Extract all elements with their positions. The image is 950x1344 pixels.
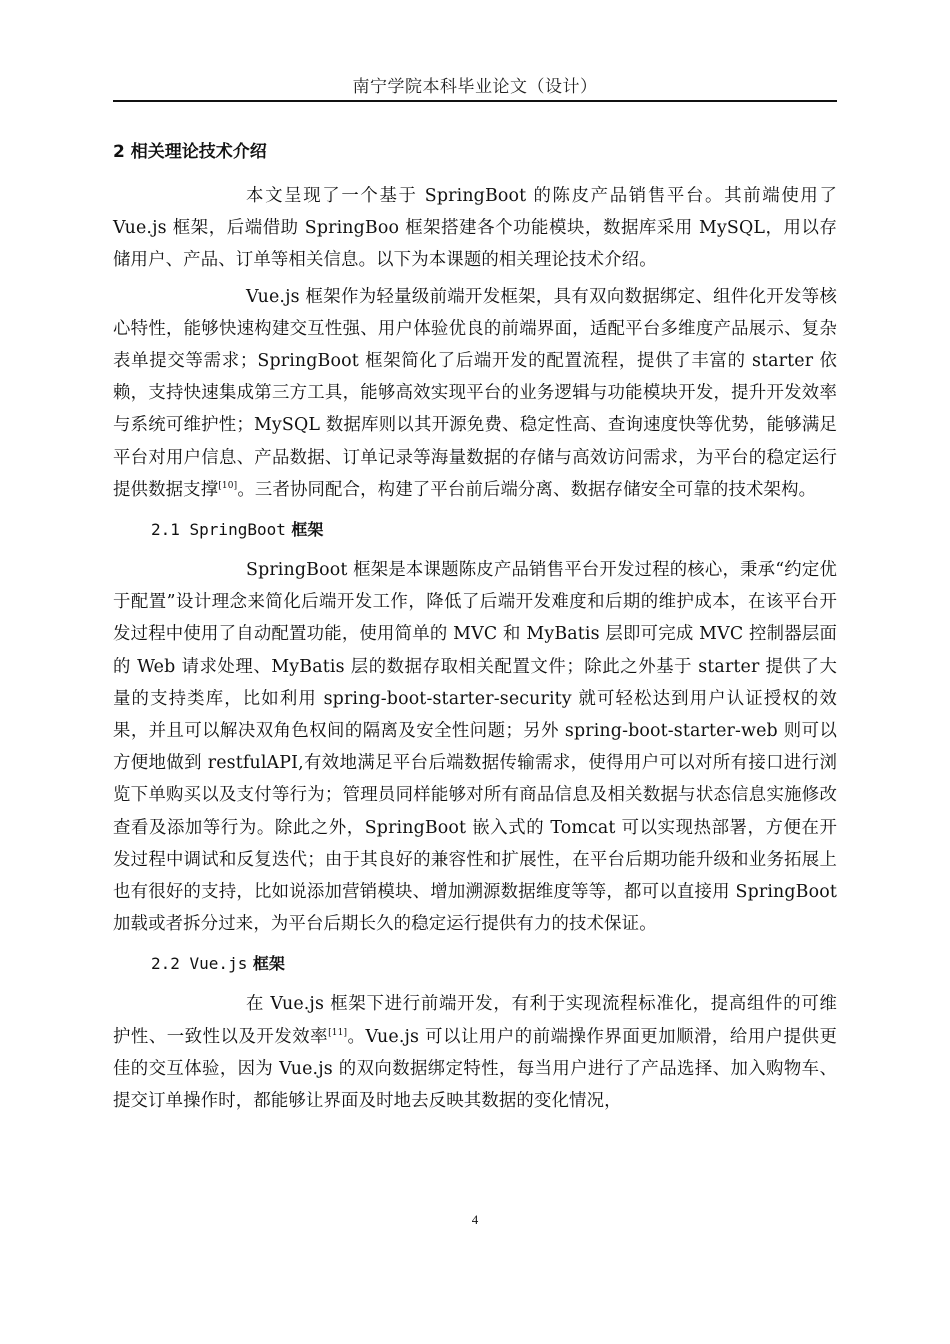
section-2-1-paragraph-1: SpringBoot 框架是本课题陈皮产品销售平台开发过程的核心，秉承“约定优于配置”设计理念来简化后端开发工作，降低了后端开发难度和后期的维护成本，在该平台开发过程中使用了自动配置功能，使用简单的 MVC 和 MyBatis 层即可完成 MVC 控制器层面的 Web 请求处理、MyBatis 层的数据存取相关配置文件；除此之外基于 starter 提供了大量的支持类库，比如利用 spring-boot-starter-security 就可轻松达到用户认证授权的效果，并且可以解决双角色权间的隔离及安全性问题；另外 spring-boot-starter-web 则可以方便地做到 restfulAPI,有效地满足平台后端数据传输需求，使得用户可以对所有接口进行浏览下单购买以及支付等行为；管理员同样能够对所有商品信息及相关数据与状态信息实施修改查看及添加等行为。除此之外，SpringBoot 嵌入式的 Tomcat 可以实现热部署，方便在开发过程中调试和反复迭代；由于其良好的兼容性和扩展性，在平台后期功能升级和业务拓展上也有很好的支持，比如说添加营销模块、增加溯源数据维度等等，都可以直接用 SpringBoot 加载或者拆分过来，为平台后期长久的稳定运行提供有力的技术保证。 — [113, 560, 837, 935]
citation-ref: [11] — [328, 1027, 348, 1038]
section-2-2-paragraph-1 — [113, 988, 837, 1117]
paragraph-text: Vue.js 框架作为轻量级前端开发框架，具有双向数据绑定、组件化开发等核心特性，能够快速构建交互性强、用户体验优良的前端界面，适配平台多维度产品展示、复杂表单提交等需求；SpringBoot 框架简化了后端开发的配置流程，提供了丰富的 starter 依赖，支持快速集成第三方工具，能够高效实现平台的业务逻辑与功能模块开发，提升开发效率与系统可维护性；MySQL 数据库则以其开源免费、稳定性高、查询速度快等优势，能够满足平台对用户信息、产品数据、订单记录等海量数据的存储与高效访问需求，为平台的稳定运行提供数据支撑 — [113, 286, 837, 500]
section-2-heading: 2 相关理论技术介绍 — [113, 142, 267, 162]
section-2-2-heading — [151, 948, 837, 980]
page-number: 4 — [471, 1212, 479, 1227]
paragraph-text: 。Vue.js 可以让用户的前端操作界面更加顺滑，给用户提供更佳的交互体验，因为 Vue.js 的双向数据绑定特性，每当用户进行了产品选择、加入购物车、提交订单操作时，都能够让界面及时地去反映其数据的变化情况， — [113, 1026, 837, 1112]
paragraph-text: 在 Vue.js 框架下进行前端开发，有利于实现流程标准化，提高组件的可维护性、一致性以及开发效率 — [113, 994, 837, 1047]
section-number: 2.1 SpringBoot — [151, 520, 286, 540]
section-title: 框架 — [247, 954, 285, 974]
section-2-paragraph-1: 本文呈现了一个基于 SpringBoot 的陈皮产品销售平台。其前端使用了 Vue.js 框架，后端借助 SpringBoo 框架搭建各个功能模块，数据库采用 MySQL，用以存储用户、产品、订单等相关信息。以下为本课题的相关理论技术介绍。 — [113, 186, 837, 271]
section-2-1-heading — [151, 514, 837, 546]
paragraph-text: 。三者协同配合，构建了平台前后端分离、数据存储安全可靠的技术架构。 — [237, 479, 817, 500]
section-2-paragraph-2 — [113, 281, 837, 506]
page-body — [113, 136, 837, 1121]
section-title: 框架 — [285, 520, 324, 540]
page-header: 南宁学院本科毕业论文（设计） — [352, 77, 598, 97]
section-number: 2.2 Vue.js — [151, 954, 248, 974]
header-rule — [113, 100, 837, 102]
citation-ref: [10] — [218, 481, 238, 492]
